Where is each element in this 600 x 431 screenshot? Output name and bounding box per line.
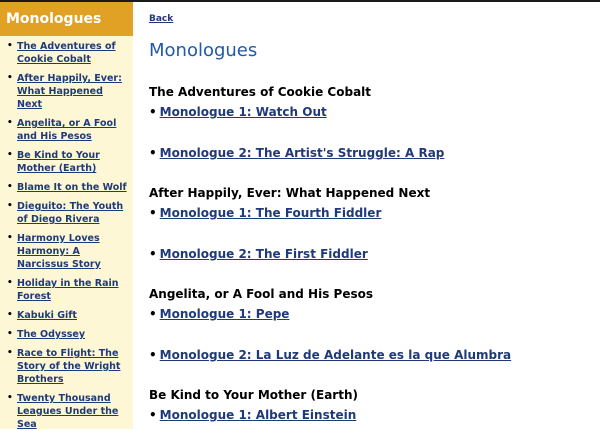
main-content [149,2,589,429]
section-title: After Happily, Ever: What Happened Next [149,186,431,200]
sidebar-link-blame-wolf[interactable]: Blame It on the Wolf [17,182,127,193]
bullet-icon: • [7,150,13,160]
sidebar-item [0,117,133,143]
page-title: Monologues [149,40,258,61]
bullet-icon: • [149,408,157,422]
bullet-icon: • [7,278,13,288]
bullet-icon: • [149,206,157,220]
section-title: Angelita, or A Fool and His Pesos [149,287,373,301]
sidebar-link-angelita[interactable]: Angelita, or A Fool and His Pesos [17,118,117,142]
bullet-icon: • [7,73,13,83]
monologue-item [149,407,358,423]
sidebar-item [0,347,133,386]
section-be-kind [149,387,358,423]
bullet-icon: • [7,118,13,128]
bullet-icon: • [149,105,157,119]
section-title: The Adventures of Cookie Cobalt [149,85,372,99]
bullet-icon: • [149,307,157,321]
bullet-icon: • [7,41,13,51]
monologue-item [149,306,511,322]
sidebar-title: Monologues [0,2,133,36]
section-angelita [149,286,511,363]
sidebar-item [0,40,133,66]
sidebar [0,2,133,429]
sidebar-item [0,309,133,322]
sidebar-link-dieguito[interactable]: Dieguito: The Youth of Diego Rivera [17,201,124,225]
monologue-item [149,347,511,363]
section-title: Be Kind to Your Mother (Earth) [149,388,358,402]
sidebar-link-odyssey[interactable]: The Odyssey [17,329,86,340]
bullet-icon: • [7,310,13,320]
monologue-link[interactable]: Monologue 1: Pepe [159,307,290,321]
sidebar-item [0,181,133,194]
sidebar-item [0,72,133,111]
sidebar-item [0,328,133,341]
monologue-link[interactable]: Monologue 2: La Luz de Adelante es la que Alumbra [159,348,512,362]
sidebar-link-harmony[interactable]: Harmony Loves Harmony: A Narcissus Story [17,233,101,270]
sidebar-item [0,200,133,226]
bullet-icon: • [149,247,157,261]
sidebar-link-race-to-flight[interactable]: Race to Flight: The Story of the Wright Brothers [17,348,121,385]
monologue-item [149,104,444,120]
bullet-icon: • [7,329,13,339]
monologue-link[interactable]: Monologue 2: The Artist's Struggle: A Rap [159,146,445,160]
sidebar-item [0,277,133,303]
bullet-icon: • [7,393,13,403]
section-after-happily-ever [149,185,430,262]
sidebar-link-kabuki-gift[interactable]: Kabuki Gift [17,310,77,321]
sidebar-link-after-happily-ever[interactable]: After Happily, Ever: What Happened Next [17,73,122,110]
sidebar-link-holiday-rain-forest[interactable]: Holiday in the Rain Forest [17,278,119,302]
monologue-link[interactable]: Monologue 1: The Fourth Fiddler [159,206,382,220]
sidebar-item [0,392,133,431]
section-cookie-cobalt [149,84,444,161]
bullet-icon: • [7,233,13,243]
sidebar-item [0,149,133,175]
back-link[interactable]: Back [149,14,174,24]
monologue-item [149,145,444,161]
monologue-item [149,205,430,221]
bullet-icon: • [7,348,13,358]
bullet-icon: • [7,201,13,211]
sidebar-link-be-kind[interactable]: Be Kind to Your Mother (Earth) [17,150,100,174]
monologue-link[interactable]: Monologue 2: The First Fiddler [159,247,368,261]
sidebar-link-twenty-thousand-leagues[interactable]: Twenty Thousand Leagues Under the Sea [17,393,119,430]
sidebar-list [0,36,133,431]
sidebar-link-cookie-cobalt[interactable]: The Adventures of Cookie Cobalt [17,41,116,65]
monologue-link[interactable]: Monologue 1: Albert Einstein [159,408,357,422]
bullet-icon: • [149,146,157,160]
bullet-icon: • [149,348,157,362]
monologue-item [149,246,430,262]
monologue-link[interactable]: Monologue 1: Watch Out [159,105,327,119]
sidebar-item [0,232,133,271]
bullet-icon: • [7,182,13,192]
